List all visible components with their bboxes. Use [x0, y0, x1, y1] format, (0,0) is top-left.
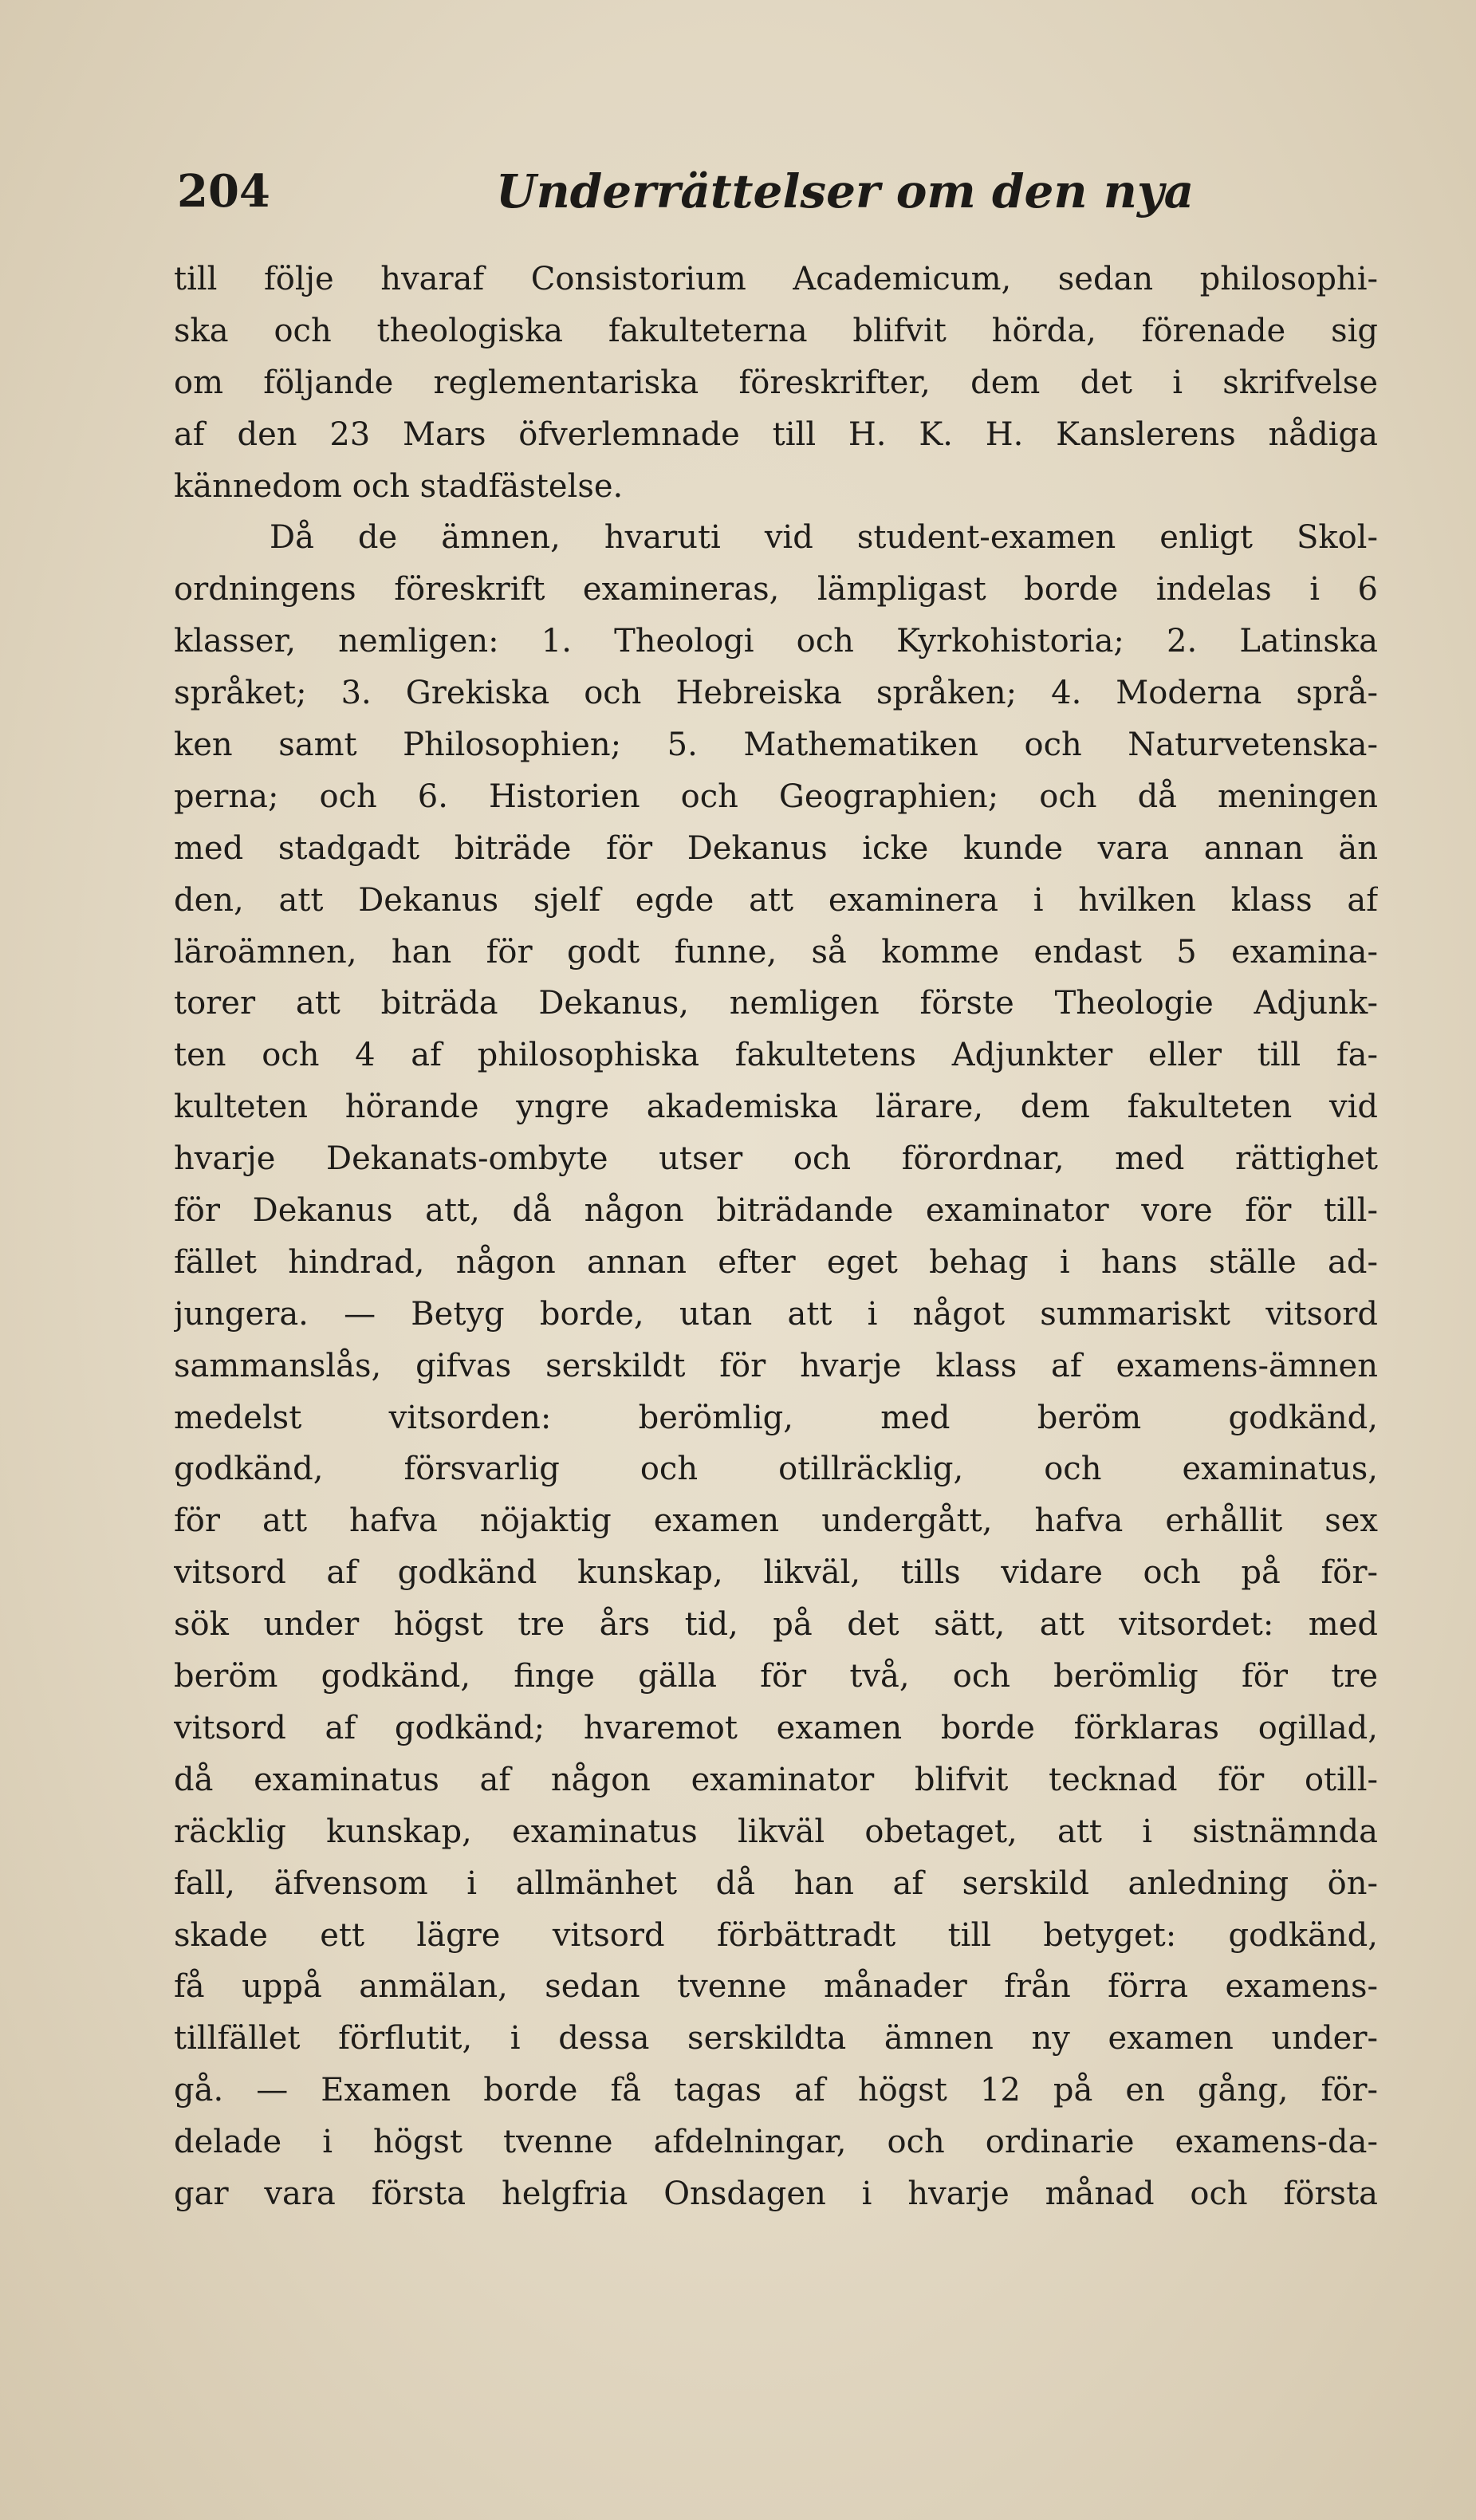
- body-text: [174, 254, 1378, 2220]
- text-line: ska och theologiska fakulteterna blifvit hörda, förenade sig: [174, 312, 1378, 349]
- text-line: om följande reglementariska föreskrifter, dem det i skrifvelse: [174, 364, 1378, 401]
- text-line: vitsord af godkänd; hvaremot examen borde förklaras ogillad,: [174, 1709, 1378, 1746]
- page-header: [177, 159, 1376, 223]
- text-line: då examinatus af någon examinator blifvit tecknad för otill-: [174, 1761, 1378, 1798]
- text-line: läroämnen, han för godt funne, så komme endast 5 examina-: [174, 933, 1378, 971]
- text-line: Då de ämnen, hvaruti vid student-examen enligt Skol-: [270, 519, 1378, 557]
- text-line: kännedom och stadfästelse.: [174, 467, 624, 505]
- text-line: till följe hvaraf Consistorium Academicum, sedan philosophi-: [174, 261, 1378, 297]
- text-line: fall, äfvensom i allmänhet då han af serskild anledning ön-: [174, 1864, 1378, 1902]
- text-line: få uppå anmälan, sedan tvenne månader från förra examens-: [174, 1968, 1378, 2006]
- text-line: den, att Dekanus sjelf egde att examinera i hvilken klass af: [174, 881, 1378, 919]
- text-line: språket; 3. Grekiska och Hebreiska språken; 4. Moderna språ-: [174, 675, 1378, 712]
- text-line: kulteten hörande yngre akademiska lärare, dem fakulteten vid: [174, 1089, 1378, 1126]
- text-line: torer att biträda Dekanus, nemligen förste Theologie Adjunk-: [174, 985, 1378, 1022]
- text-line: ordningens föreskrift examineras, lämpligast borde indelas i 6: [174, 571, 1378, 608]
- text-line: sammanslås, gifvas serskildt för hvarje klass af examens-ämnen: [174, 1347, 1378, 1384]
- text-line: godkänd, försvarlig och otillräcklig, och examinatus,: [174, 1451, 1378, 1488]
- text-line: gå. — Examen borde få tagas af högst 12 på en gång, för-: [174, 2072, 1378, 2109]
- text-line: hvarje Dekanats-ombyte utser och förordnar, med rättighet: [174, 1140, 1378, 1178]
- text-line: perna; och 6. Historien och Geographien; och då meningen: [174, 778, 1378, 815]
- text-line: beröm godkänd, finge gälla för två, och berömlig för tre: [174, 1658, 1378, 1695]
- text-line: skade ett lägre vitsord förbättradt till betyget: godkänd,: [174, 1916, 1378, 1954]
- page-number: 204: [177, 165, 270, 218]
- text-line: medelst vitsorden: berömlig, med beröm godkänd,: [174, 1399, 1378, 1436]
- text-line: för att hafva nöjaktig examen undergått, hafva erhållit sex: [174, 1502, 1378, 1540]
- text-line: jungera. — Betyg borde, utan att i något summariskt vitsord: [174, 1295, 1378, 1333]
- text-line: räcklig kunskap, examinatus likväl obetaget, att i sistnämnda: [174, 1813, 1378, 1850]
- text-line: ten och 4 af philosophiska fakultetens Adjunkter eller till fa-: [174, 1037, 1378, 1074]
- text-line: gar vara första helgfria Onsdagen i hvarje månad och första: [174, 2175, 1378, 2212]
- text-line: med stadgadt biträde för Dekanus icke kunde vara annan än: [174, 829, 1378, 867]
- text-line: tillfället förflutit, i dessa serskildta ämnen ny examen under-: [174, 2020, 1378, 2057]
- text-line: ken samt Philosophien; 5. Mathematiken och Naturvetenska-: [174, 726, 1378, 764]
- text-line: fället hindrad, någon annan efter eget behag i hans ställe ad-: [174, 1243, 1378, 1281]
- text-line: för Dekanus att, då någon biträdande examinator vore för till-: [174, 1192, 1378, 1230]
- running-title: Underrättelser om den nya: [496, 164, 1195, 219]
- text-line: vitsord af godkänd kunskap, likväl, tills vidare och på för-: [174, 1554, 1378, 1592]
- text-line: klasser, nemligen: 1. Theologi och Kyrkohistoria; 2. Latinska: [174, 623, 1378, 660]
- text-line: af den 23 Mars öfverlemnade till H. K. H. Kanslerens nådiga: [174, 415, 1378, 453]
- text-line: delade i högst tvenne afdelningar, och ordinarie examens-da-: [174, 2124, 1378, 2161]
- text-line: sök under högst tre års tid, på det sätt, att vitsordet: med: [174, 1606, 1378, 1644]
